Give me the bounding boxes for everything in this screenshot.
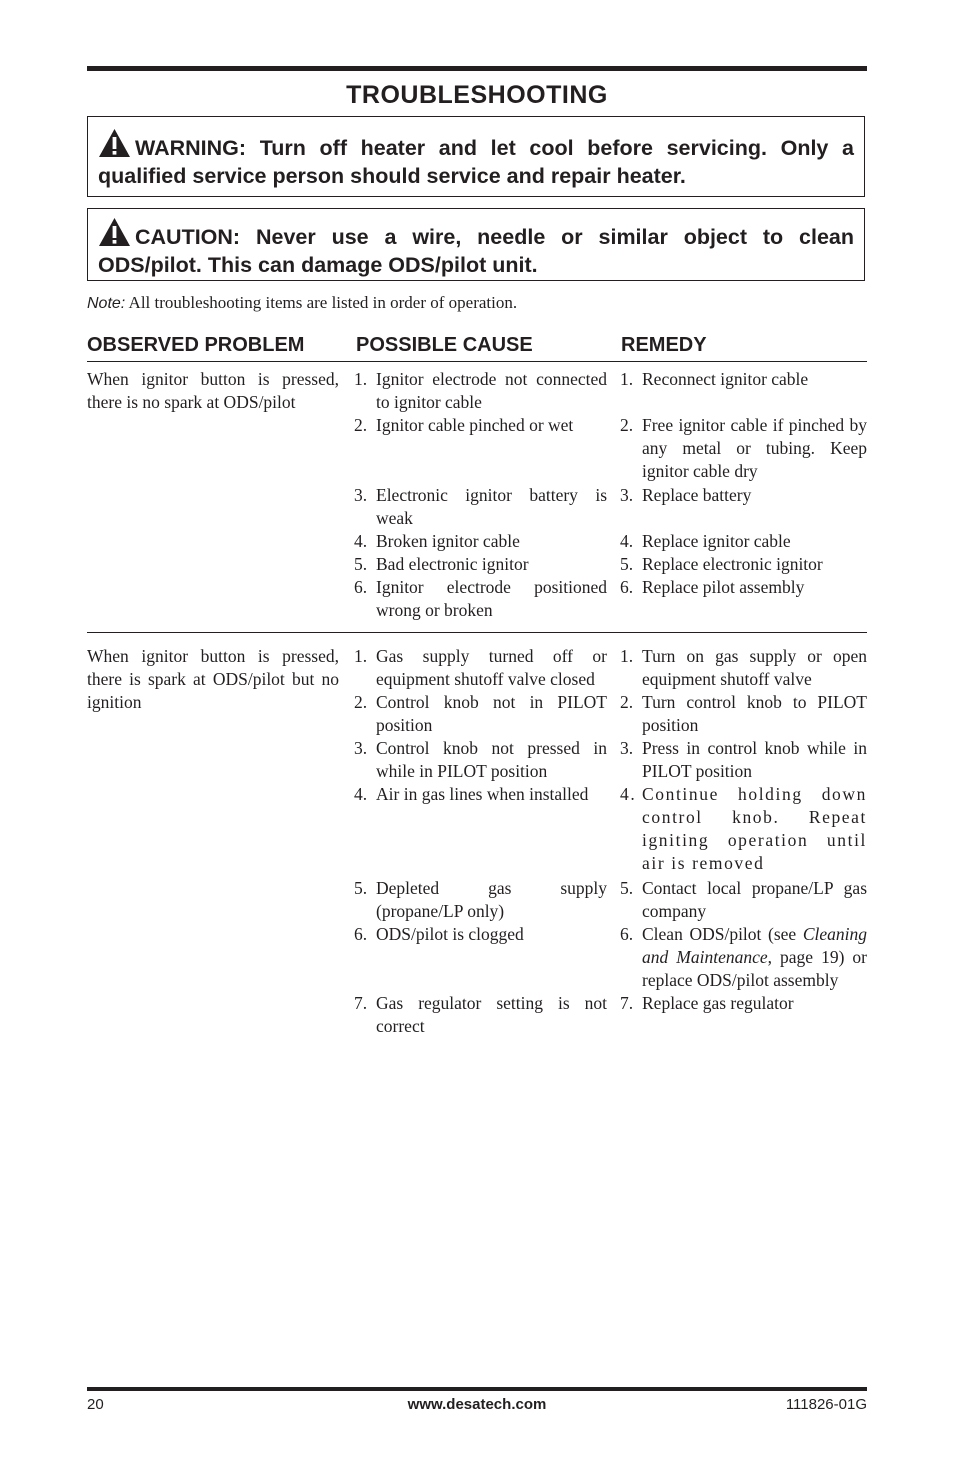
warning-text: WARNING: Turn off heater and let cool before servicing. Only a qualified service person should service and repair heater. <box>98 136 854 188</box>
remedy-1-1: 1. Reconnect ignitor cable <box>620 369 809 389</box>
col-header-problem: OBSERVED PROBLEM <box>87 334 305 356</box>
caution-box <box>87 208 865 281</box>
cause-1-4: 4. Broken ignitor cable <box>354 531 520 551</box>
remedy-2-2: 2. Turn control knob to PILOT position <box>620 692 867 735</box>
note-label: Note: <box>87 295 126 312</box>
cause-1-6: 6. Ignitor electrode positioned wrong or broken <box>354 577 607 620</box>
warning-triangle-icon <box>98 128 131 158</box>
problem-2: When ignitor button is pressed, there is spark at ODS/pilot but no ignition <box>87 646 339 712</box>
footer-url: www.desatech.com <box>407 1396 547 1413</box>
top-rule <box>87 66 867 71</box>
cause-1-1: 1. Ignitor electrode not connected to ignitor cable <box>354 369 607 412</box>
page-title: TROUBLESHOOTING <box>346 81 608 109</box>
cause-1-3: 3. Electronic ignitor battery is weak <box>354 485 607 528</box>
remedy-1-3: 3. Replace battery <box>620 485 752 505</box>
remedy-2-3: 3. Press in control knob while in PILOT position <box>620 738 867 781</box>
page-number: 20 <box>87 1396 104 1413</box>
header-rule <box>87 361 867 362</box>
cause-2-4: 4. Air in gas lines when installed <box>354 784 589 804</box>
manual-page <box>87 0 867 1475</box>
remedy-2-7: 7. Replace gas regulator <box>620 993 794 1013</box>
caution-text: CAUTION: Never use a wire, needle or similar object to clean ODS/pilot. This can damage ODS/pilot unit. <box>98 225 854 277</box>
caution-triangle-icon <box>98 217 131 247</box>
cause-2-6: 6. ODS/pilot is clogged <box>354 924 524 944</box>
document-code: 111826-01G <box>785 1396 867 1413</box>
remedy-2-5: 5. Contact local propane/LP gas company <box>620 878 867 921</box>
remedy-1-6: 6. Replace pilot assembly <box>620 577 805 597</box>
remedy-2-6: 6. Clean ODS/pilot (see Cleaning and Maintenance, page 19) or replace ODS/pilot assembly <box>620 924 867 990</box>
problem-1: When ignitor button is pressed, there is no spark at ODS/pilot <box>87 369 339 412</box>
col-header-cause: POSSIBLE CAUSE <box>356 334 533 356</box>
remedy-1-2: 2. Free ignitor cable if pinched by any metal or tubing. Keep ignitor cable dry <box>620 415 867 481</box>
remedy-1-4: 4. Replace ignitor cable <box>620 531 791 551</box>
cause-2-5: 5. Depleted gas supply (propane/LP only) <box>354 878 607 921</box>
bottom-rule <box>87 1387 867 1391</box>
cause-2-3: 3. Control knob not pressed in while in PILOT position <box>354 738 607 781</box>
remedy-1-5: 5. Replace electronic ignitor <box>620 554 823 574</box>
cause-2-7: 7. Gas regulator setting is not correct <box>354 993 607 1036</box>
col-header-remedy: REMEDY <box>621 334 707 356</box>
section-rule <box>87 632 867 633</box>
cause-1-5: 5. Bad electronic ignitor <box>354 554 529 574</box>
note-line <box>87 293 517 313</box>
cause-2-2: 2. Control knob not in PILOT position <box>354 692 607 735</box>
cause-2-1: 1. Gas supply turned off or equipment shutoff valve closed <box>354 646 607 689</box>
warning-box <box>87 116 865 197</box>
cause-1-2: 2. Ignitor cable pinched or wet <box>354 415 574 435</box>
remedy-2-1: 1. Turn on gas supply or open equipment shutoff valve <box>620 646 867 689</box>
note-text: All troubleshooting items are listed in order of operation. <box>125 293 518 312</box>
remedy-2-4: 4. Continue holding down control knob. Repeat igniting operation until air is removed <box>620 784 867 873</box>
cross-reference: Cleaning and Maintenance <box>642 924 867 967</box>
